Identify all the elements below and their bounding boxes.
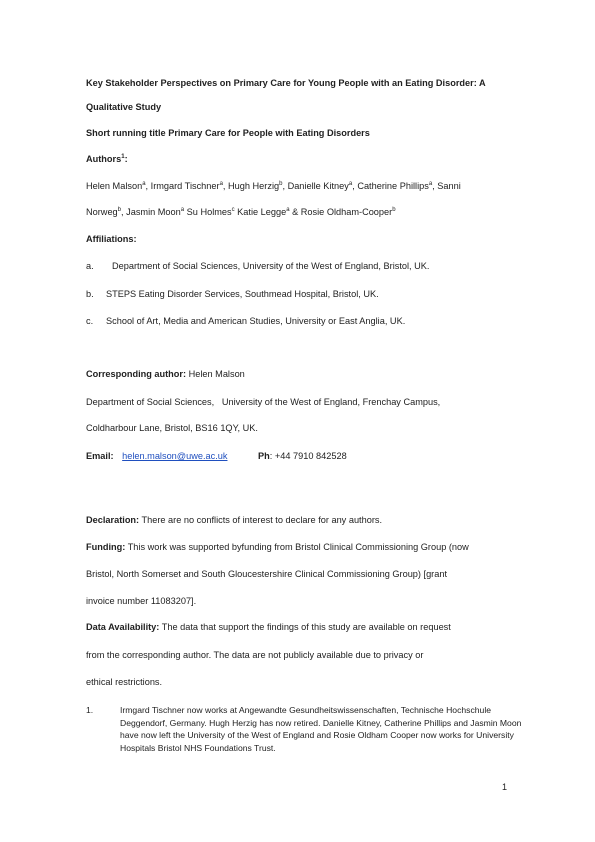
corresponding-author-name: Helen Malson — [188, 369, 245, 379]
declaration-text: There are no conflicts of interest to declare for any authors. — [141, 515, 383, 525]
email-label: Email: — [86, 451, 114, 461]
author-affiliation-mark: a — [286, 206, 290, 213]
author-name: Norweg — [86, 207, 118, 217]
phone-label: Ph — [258, 451, 270, 461]
author-name: Jasmin Moon — [126, 207, 181, 217]
author-name: Rosie Oldham-Cooper — [300, 207, 393, 217]
affiliations-heading: Affiliations: — [86, 234, 137, 244]
running-title-text: Primary Care for People with Eating Disorders — [168, 128, 370, 138]
author-name: Helen Malson — [86, 181, 143, 191]
page-number: 1 — [502, 782, 508, 792]
corresponding-author — [86, 368, 245, 380]
contact-line — [86, 450, 347, 462]
author-name: Danielle Kitney — [287, 181, 349, 191]
funding-line-2: Bristol, North Somerset and South Gloucestershire Clinical Commissioning Group) [grant — [86, 569, 448, 579]
authors-heading-footnote-mark: 1 — [121, 153, 125, 160]
affiliation-text: Department of Social Sciences, University of the West of England, Bristol, UK. — [112, 261, 430, 271]
declaration — [86, 514, 382, 526]
author-separator: , — [121, 207, 127, 217]
affiliation-label: c. — [86, 316, 94, 326]
author-name: Catherine Phillips — [357, 181, 429, 191]
corresponding-address-line-1: Department of Social Sciences, University of the West of England, Frenchay Campus, — [86, 397, 441, 407]
author-name: Sanni — [437, 181, 461, 191]
phone-number: : +44 7910 842528 — [269, 451, 347, 461]
data-availability-text-1: The data that support the findings of this study are available on request — [161, 622, 451, 632]
affiliation-text: School of Art, Media and American Studies, University or East Anglia, UK. — [106, 316, 406, 326]
phone — [258, 451, 347, 461]
author-affiliation-mark: b — [279, 180, 283, 187]
corresponding-address-line-2: Coldharbour Lane, Bristol, BS16 1QY, UK. — [86, 423, 258, 433]
author-affiliation-mark: a — [180, 206, 185, 213]
author-name: Su Holmes — [186, 207, 232, 217]
author-affiliation-mark: c — [231, 206, 235, 213]
affiliation-label: a. — [86, 261, 94, 271]
affiliation-item — [86, 288, 379, 300]
running-title-label: Short running title — [86, 128, 166, 138]
funding-label: Funding: — [86, 542, 126, 552]
footnote-text: Irmgard Tischner now works at Angewandte Gesundheitswissenschaften, Technische Hochschule Deggendorf, Germany. Hugh Herzig has now retired. Danielle Kitney, Catherine Phillips and Jasmin Moon have now left the University of the West of England and Rosie Oldham Cooper now works for University Hospitals Bristol NHS Foundations Trust. — [120, 705, 522, 753]
title-line-1: Key Stakeholder Perspectives on Primary Care for Young People with an Eating Disorder: A — [86, 78, 486, 88]
author-separator: , — [352, 181, 358, 191]
affiliation-item — [86, 315, 405, 327]
footnote — [86, 704, 541, 760]
declaration-label: Declaration: — [86, 515, 140, 525]
authors-heading-colon: : — [124, 154, 128, 164]
affiliation-label: b. — [86, 289, 94, 299]
author-separator: , — [222, 181, 229, 191]
authors-heading — [86, 153, 128, 165]
author-affiliation-mark: b — [117, 206, 122, 213]
funding-line-1 — [86, 541, 469, 553]
corresponding-author-label: Corresponding author: — [86, 369, 187, 379]
data-availability-line-3: ethical restrictions. — [86, 677, 163, 687]
author-separator: , — [282, 181, 288, 191]
author-affiliation-mark: a — [428, 180, 433, 187]
author-separator: , — [145, 181, 151, 191]
email-link[interactable]: helen.malson@uwe.ac.uk — [122, 451, 228, 461]
data-availability-label: Data Availability: — [86, 622, 160, 632]
author-name: Hugh Herzig — [228, 181, 280, 191]
author-affiliation-mark: a — [219, 180, 223, 187]
funding-text-1: This work was supported byfunding from Bristol Clinical Commissioning Group (now — [127, 542, 469, 552]
funding-line-3: invoice number 11083207]. — [86, 596, 197, 606]
authors-heading-text: Authors — [86, 154, 122, 164]
authors-line-1 — [86, 180, 461, 192]
affiliation-text: STEPS Eating Disorder Services, Southmead Hospital, Bristol, UK. — [106, 289, 379, 299]
author-affiliation-mark: b — [392, 206, 396, 213]
author-affiliation-mark: a — [348, 180, 353, 187]
author-name: Katie Legge — [237, 207, 287, 217]
running-title — [86, 127, 370, 139]
author-affiliation-mark: a — [142, 180, 146, 187]
affiliation-item — [86, 260, 429, 272]
title-line-2: Qualitative Study — [86, 102, 162, 112]
data-availability-line-2: from the corresponding author. The data are not publicly available due to privacy or — [86, 650, 424, 660]
footnote-number: 1. — [86, 705, 94, 715]
data-availability-line-1 — [86, 621, 451, 633]
authors-line-2 — [86, 206, 396, 218]
author-separator: , — [432, 181, 438, 191]
author-name: Irmgard Tischner — [150, 181, 220, 191]
author-separator: & — [289, 207, 301, 217]
